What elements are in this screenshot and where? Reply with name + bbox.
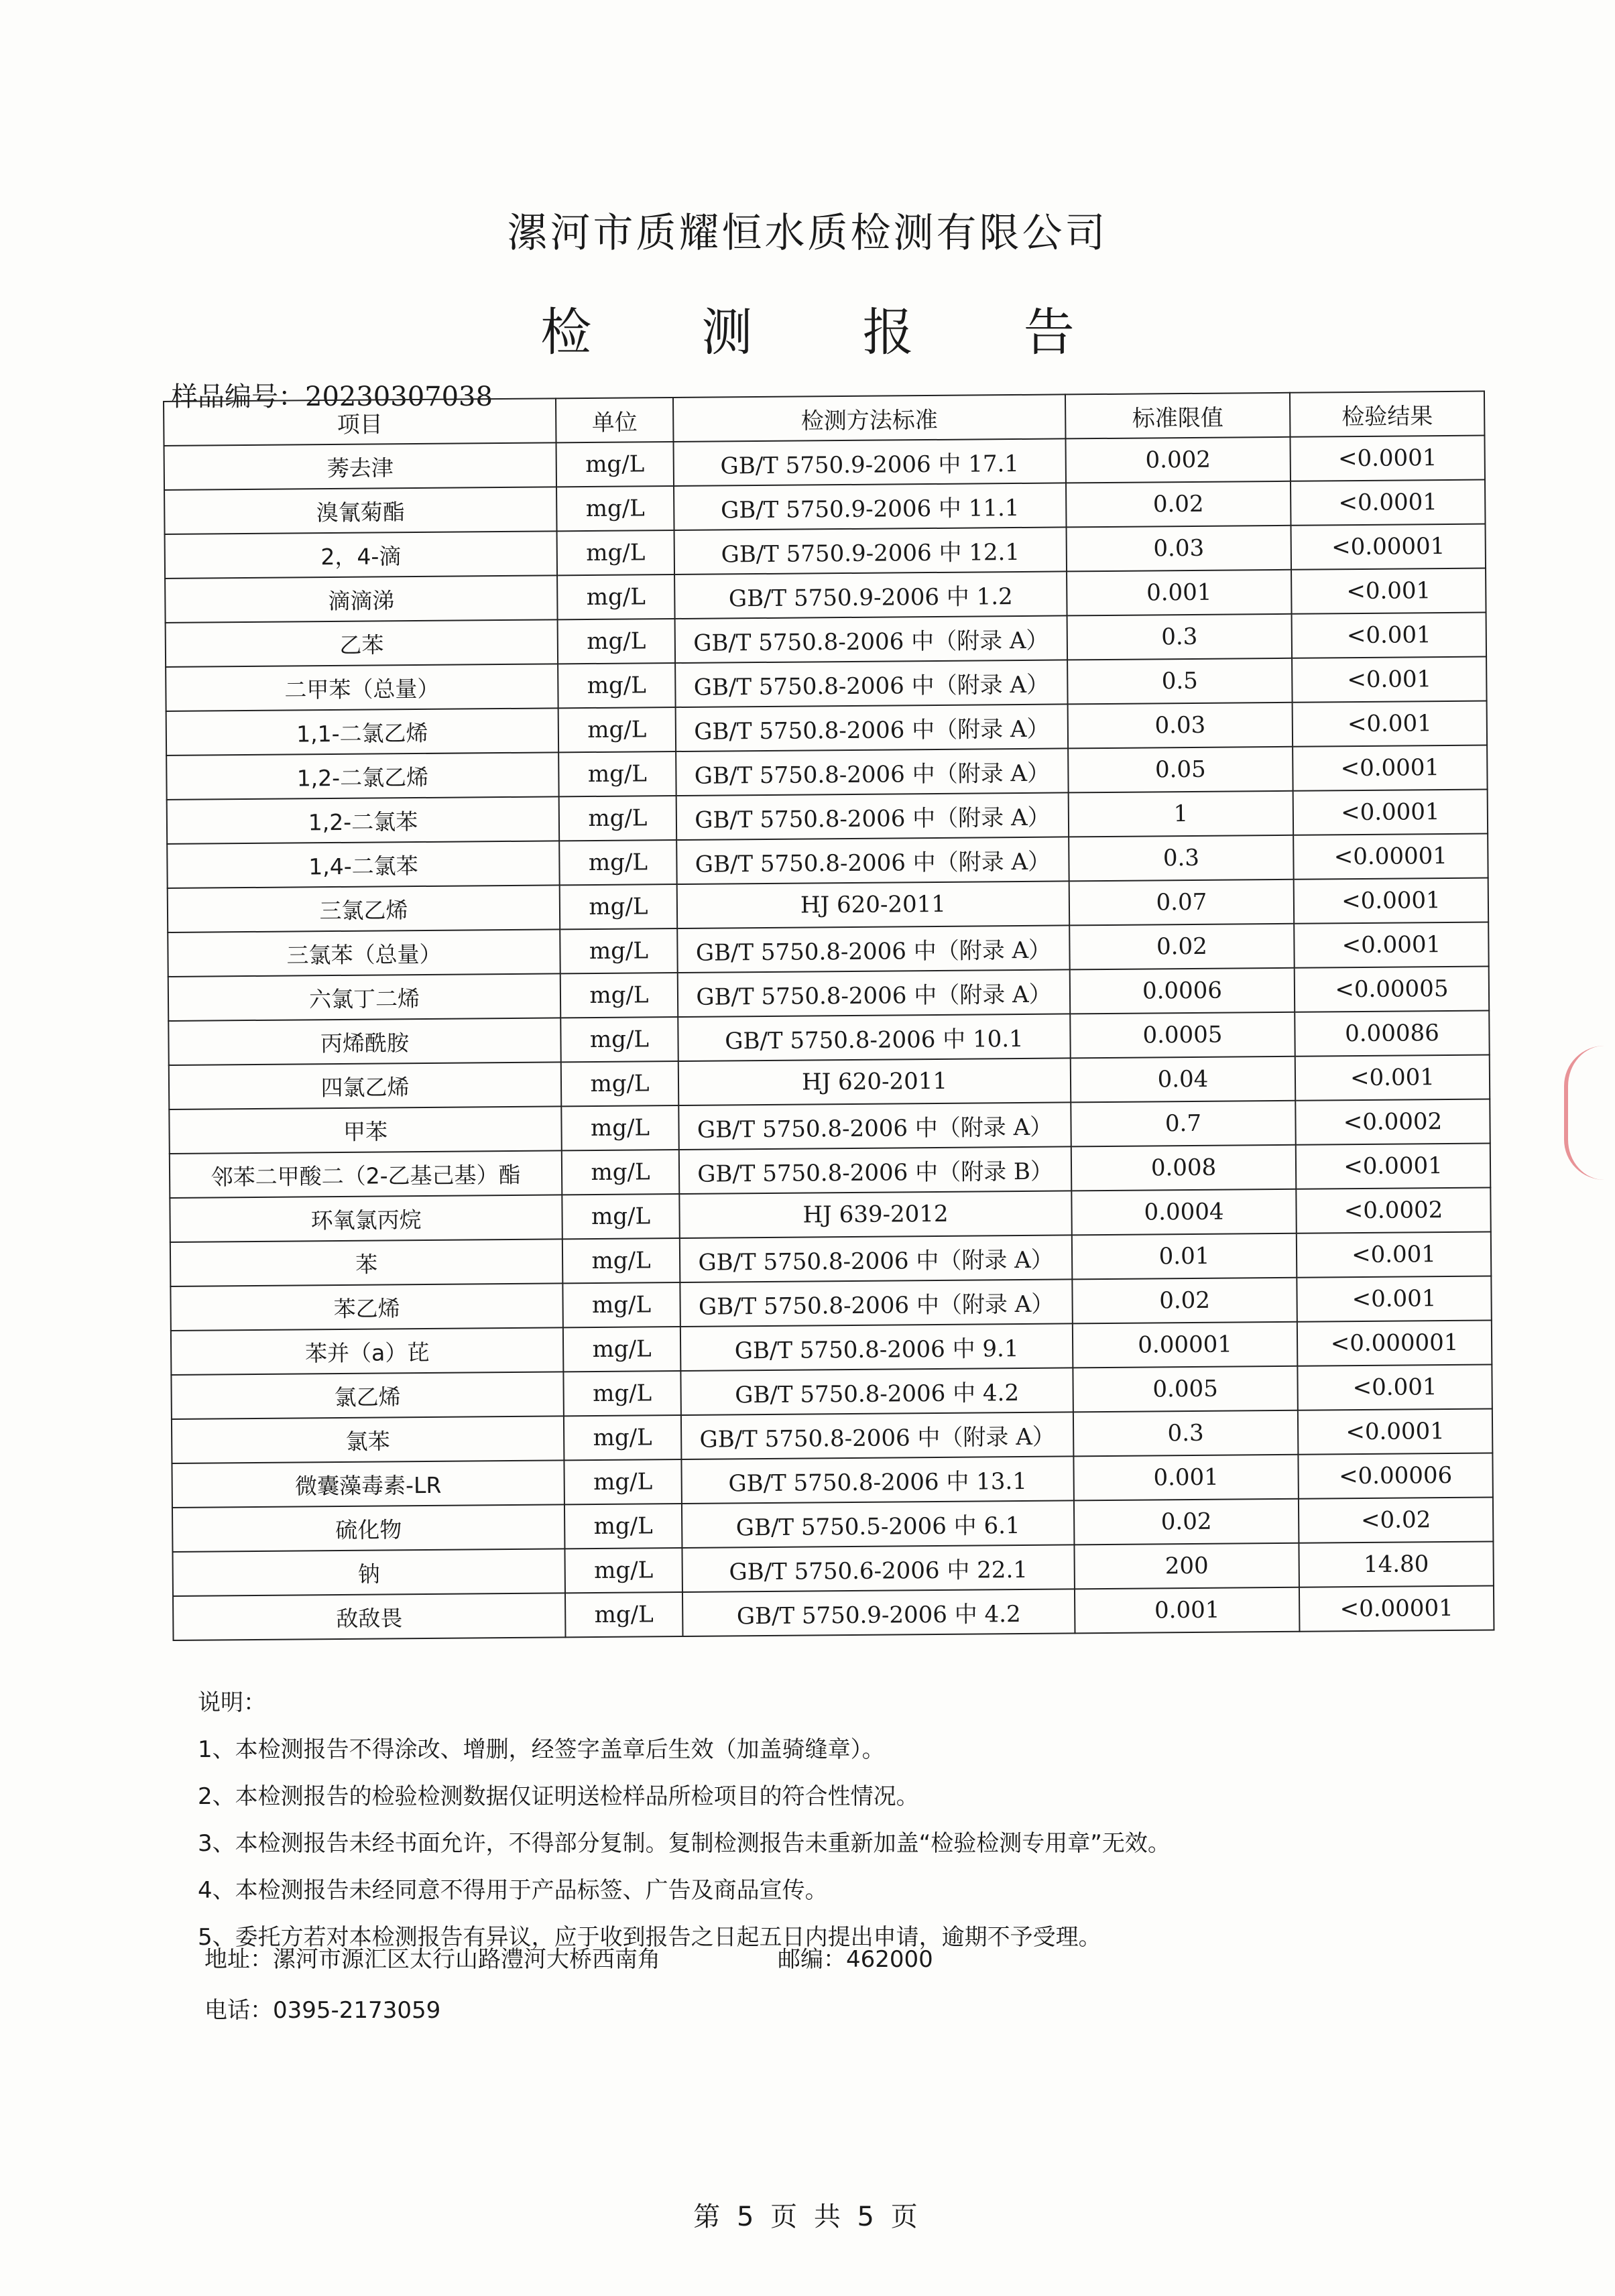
header-unit: 单位 [556, 398, 674, 442]
cell-method: GB/T 5750.8-2006 中（附录 A） [680, 1279, 1073, 1327]
cell-item: 氯苯 [172, 1416, 564, 1463]
cell-unit: mg/L [562, 1238, 680, 1283]
cell-method: HJ 620-2011 [677, 881, 1070, 928]
cell-unit: mg/L [562, 1194, 680, 1239]
cell-limit: 0.5 [1067, 658, 1293, 705]
cell-unit: mg/L [558, 663, 676, 708]
cell-result: <0.02 [1299, 1497, 1494, 1543]
cell-limit: 0.001 [1073, 1455, 1299, 1501]
cell-limit: 0.04 [1071, 1056, 1296, 1103]
page-number: 第 5 页 共 5 页 [693, 2201, 922, 2232]
company-name: 漯河市质耀恒水质检测有限公司 [507, 210, 1108, 257]
cell-unit: mg/L [556, 486, 674, 531]
results-table [163, 391, 1494, 1641]
cell-unit: mg/L [565, 1592, 683, 1637]
cell-result: <0.0001 [1298, 1408, 1493, 1454]
cell-limit: 0.02 [1072, 1278, 1297, 1324]
cell-limit: 0.01 [1072, 1233, 1297, 1280]
cell-result: <0.0001 [1293, 790, 1488, 835]
cell-unit: mg/L [556, 442, 674, 487]
cell-limit: 0.05 [1068, 747, 1293, 793]
cell-unit: mg/L [563, 1371, 681, 1416]
results-body [164, 436, 1494, 1640]
cell-result: 0.00086 [1295, 1010, 1490, 1056]
cell-result: <0.00001 [1291, 524, 1486, 570]
cell-unit: mg/L [558, 751, 676, 796]
cell-result: <0.001 [1295, 1054, 1490, 1100]
contact-section [204, 1934, 933, 2036]
sample-number-value: 20230307038 [305, 381, 493, 412]
cell-limit: 0.002 [1065, 437, 1291, 483]
cell-item: 苯乙烯 [170, 1283, 563, 1331]
cell-method: GB/T 5750.9-2006 中 12.1 [674, 527, 1067, 575]
cell-unit: mg/L [564, 1548, 682, 1593]
cell-method: GB/T 5750.9-2006 中 4.2 [682, 1589, 1075, 1636]
cell-method: GB/T 5750.8-2006 中（附录 A） [681, 1412, 1074, 1459]
cell-unit: mg/L [564, 1504, 682, 1549]
cell-result: <0.001 [1291, 568, 1486, 614]
cell-item: 1,2-二氯苯 [167, 796, 560, 844]
seal-edge-mark [1564, 1046, 1615, 1180]
cell-result: <0.001 [1297, 1231, 1492, 1277]
cell-unit: mg/L [557, 575, 675, 619]
cell-result: <0.001 [1293, 701, 1488, 747]
cell-limit: 0.0005 [1070, 1012, 1295, 1059]
header-method: 检测方法标准 [673, 394, 1066, 442]
cell-item: 三氯苯（总量） [168, 929, 560, 977]
cell-method: GB/T 5750.8-2006 中（附录 A） [675, 615, 1068, 663]
cell-result: <0.000001 [1297, 1320, 1492, 1366]
cell-unit: mg/L [564, 1459, 682, 1504]
cell-item: 滴滴涕 [165, 575, 558, 623]
table-row [173, 1585, 1494, 1640]
cell-limit: 0.001 [1067, 570, 1292, 616]
cell-unit: mg/L [562, 1282, 680, 1327]
note-item: 4、本检测报告未经同意不得用于产品标签、广告及商品宣传。 [198, 1877, 828, 1904]
cell-result: <0.0001 [1296, 1143, 1491, 1189]
cell-method: GB/T 5750.8-2006 中 13.1 [681, 1456, 1074, 1504]
cell-method: HJ 639-2012 [679, 1191, 1072, 1238]
cell-method: GB/T 5750.8-2006 中（附录 A） [676, 748, 1069, 796]
cell-result: <0.00005 [1295, 966, 1490, 1012]
cell-method: GB/T 5750.8-2006 中（附录 A） [676, 837, 1069, 884]
cell-item: 1,1-二氯乙烯 [166, 708, 559, 756]
cell-unit: mg/L [560, 928, 678, 973]
cell-method: GB/T 5750.8-2006 中 4.2 [680, 1368, 1073, 1415]
cell-limit: 0.02 [1074, 1499, 1299, 1545]
cell-method: GB/T 5750.8-2006 中（附录 B） [679, 1146, 1072, 1194]
cell-unit: mg/L [564, 1415, 682, 1460]
phone: 电话：0395-2173059 [204, 1997, 441, 2024]
cell-limit: 0.005 [1073, 1366, 1298, 1412]
cell-method: GB/T 5750.8-2006 中 10.1 [678, 1014, 1071, 1061]
cell-limit: 0.0004 [1071, 1189, 1297, 1235]
cell-unit: mg/L [562, 1150, 680, 1195]
cell-method: GB/T 5750.8-2006 中（附录 A） [675, 660, 1068, 707]
cell-unit: mg/L [559, 840, 677, 885]
cell-result: <0.001 [1292, 613, 1487, 658]
cell-item: 环氧氯丙烷 [170, 1195, 562, 1242]
cell-limit: 0.02 [1066, 481, 1291, 528]
cell-method: HJ 620-2011 [678, 1058, 1071, 1105]
sample-number-label: 样品编号： [171, 381, 305, 412]
note-item: 1、本检测报告不得涂改、增删，经签字盖章后生效（加盖骑缝章）。 [198, 1736, 885, 1763]
cell-unit: mg/L [563, 1327, 681, 1372]
cell-item: 丙烯酰胺 [168, 1018, 561, 1065]
cell-unit: mg/L [560, 973, 678, 1018]
cell-result: <0.001 [1297, 1364, 1492, 1410]
cell-result: <0.001 [1297, 1276, 1492, 1321]
cell-method: GB/T 5750.8-2006 中（附录 A） [680, 1235, 1073, 1282]
cell-item: 四氯乙烯 [169, 1062, 562, 1109]
notes-section [198, 1679, 1171, 1961]
cell-item: 乙苯 [166, 619, 558, 667]
cell-result: <0.00006 [1298, 1453, 1493, 1498]
cell-unit: mg/L [561, 1061, 679, 1106]
cell-method: GB/T 5750.9-2006 中 11.1 [674, 483, 1067, 530]
cell-item: 硫化物 [172, 1504, 565, 1552]
cell-limit: 0.07 [1069, 880, 1295, 926]
cell-limit: 0.03 [1068, 703, 1293, 749]
cell-result: <0.00001 [1299, 1585, 1494, 1631]
cell-item: 莠去津 [164, 442, 557, 490]
cell-method: GB/T 5750.9-2006 中 17.1 [674, 438, 1067, 486]
cell-unit: mg/L [558, 707, 676, 752]
cell-item: 1,2-二氯乙烯 [166, 752, 559, 800]
cell-item: 甲苯 [169, 1106, 562, 1154]
cell-result: <0.001 [1292, 657, 1487, 703]
cell-method: GB/T 5750.8-2006 中（附录 A） [678, 969, 1071, 1017]
cell-limit: 0.3 [1067, 614, 1293, 660]
cell-unit: mg/L [560, 884, 678, 929]
cell-item: 苯并（a）芘 [171, 1327, 564, 1375]
cell-limit: 0.0006 [1070, 968, 1295, 1014]
cell-item: 微囊藻毒素-LR [172, 1460, 564, 1508]
cell-result: <0.0001 [1290, 436, 1485, 481]
cell-limit: 1 [1069, 791, 1294, 837]
cell-method: GB/T 5750.6-2006 中 22.1 [682, 1545, 1075, 1592]
report-title: 检 测 报 告 [540, 302, 1122, 362]
cell-limit: 0.02 [1069, 924, 1295, 970]
cell-limit: 0.00001 [1073, 1322, 1298, 1368]
cell-limit: 0.3 [1069, 835, 1294, 882]
cell-item: 1,4-二氯苯 [167, 841, 560, 888]
cell-item: 三氯乙烯 [168, 885, 560, 932]
cell-result: <0.0001 [1293, 745, 1488, 791]
cell-item: 2，4-滴 [165, 531, 558, 579]
cell-limit: 0.008 [1071, 1145, 1297, 1191]
cell-result: <0.00001 [1293, 833, 1488, 879]
cell-result: 14.80 [1299, 1541, 1494, 1587]
cell-method: GB/T 5750.8-2006 中（附录 A） [678, 1102, 1071, 1150]
cell-method: GB/T 5750.8-2006 中（附录 A） [676, 792, 1069, 840]
note-item: 3、本检测报告未经书面允许，不得部分复制。复制检测报告未重新加盖“检验检测专用章”无效。 [198, 1830, 1171, 1857]
cell-result: <0.0002 [1295, 1099, 1490, 1144]
cell-limit: 0.03 [1067, 526, 1292, 572]
cell-method: GB/T 5750.8-2006 中（附录 A） [676, 704, 1069, 751]
header-result: 检验结果 [1290, 391, 1485, 437]
notes-heading: 说明： [198, 1689, 266, 1716]
cell-item: 六氯丁二烯 [168, 973, 561, 1021]
cell-item: 氯乙烯 [171, 1372, 564, 1419]
cell-item: 苯 [170, 1239, 563, 1286]
cell-result: <0.0001 [1294, 878, 1489, 923]
cell-item: 钠 [172, 1549, 565, 1596]
cell-method: GB/T 5750.5-2006 中 6.1 [682, 1500, 1075, 1548]
note-item: 5、委托方若对本检测报告有异议，应于收到报告之日起五日内提出申请，逾期不予受理。 [198, 1924, 1101, 1951]
cell-result: <0.0001 [1291, 480, 1486, 526]
cell-item: 二甲苯（总量） [166, 664, 558, 711]
cell-limit: 0.3 [1073, 1410, 1299, 1457]
cell-unit: mg/L [557, 530, 675, 575]
note-item: 2、本检测报告的检验检测数据仅证明送检样品所检项目的符合性情况。 [198, 1783, 919, 1810]
cell-item: 敌敌畏 [173, 1593, 566, 1640]
cell-result: <0.0001 [1294, 922, 1489, 967]
cell-limit: 200 [1074, 1543, 1299, 1589]
cell-method: GB/T 5750.8-2006 中 9.1 [680, 1323, 1073, 1371]
cell-unit: mg/L [559, 796, 677, 841]
cell-item: 邻苯二甲酸二（2-乙基己基）酯 [170, 1150, 562, 1198]
cell-unit: mg/L [558, 619, 676, 664]
cell-method: GB/T 5750.8-2006 中（附录 A） [677, 925, 1070, 973]
cell-method: GB/T 5750.9-2006 中 1.2 [674, 571, 1067, 619]
postcode: 邮编：462000 [778, 1946, 933, 1973]
cell-unit: mg/L [560, 1017, 678, 1062]
cell-limit: 0.001 [1075, 1587, 1300, 1634]
header-item: 项目 [164, 398, 556, 446]
cell-result: <0.0002 [1296, 1187, 1491, 1233]
address: 地址：漯河市源汇区太行山路澧河大桥西南角 [204, 1946, 660, 1973]
cell-unit: mg/L [561, 1105, 679, 1150]
cell-item: 溴氰菊酯 [164, 487, 557, 534]
header-limit: 标准限值 [1065, 393, 1291, 439]
cell-limit: 0.7 [1071, 1101, 1296, 1147]
